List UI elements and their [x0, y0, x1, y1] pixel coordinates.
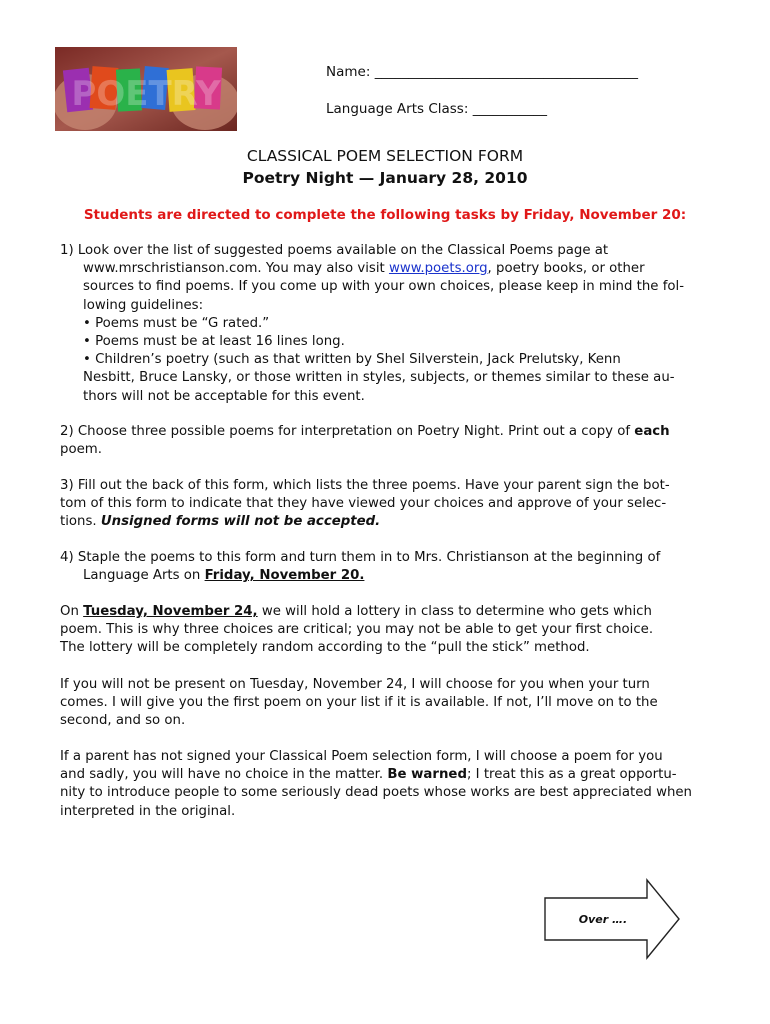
- over-label: Over ….: [578, 913, 628, 926]
- deadline-date: Friday, November 20.: [204, 568, 365, 584]
- form-subtitle: Poetry Night — January 28, 2010: [242, 169, 528, 187]
- form-title: CLASSICAL POEM SELECTION FORM: [246, 147, 524, 165]
- over-arrow-icon: [543, 878, 681, 960]
- class-field[interactable]: [326, 101, 547, 117]
- name-label: Name:: [326, 64, 371, 80]
- absence-paragraph: If you will not be present on Tuesday, November 24, I will choose for you when your turn comes. I will give you the first poem on your list if it is available. If not, I’ll move on to the second, and so on.: [60, 677, 658, 729]
- instruction-4: 4) Staple the poems to this form and turn them in to Mrs. Christianson at the beginning of Language Arts on Friday, November 20.: [60, 550, 661, 584]
- directive-text: Students are directed to complete the following tasks by Friday, November 20:: [83, 207, 687, 223]
- unsigned-paragraph: If a parent has not signed your Classical Poem selection form, I will choose a poem for you and sadly, you will have no choice in the matter. Be warned; I treat this as a great opportu- nity to introduce people to some seriously dead poets whose works are best appreciated when interpreted in the original.: [60, 749, 692, 819]
- lottery-paragraph: On Tuesday, November 24, we will hold a lottery in class to determine who gets which poem. This is why three choices are critical; you may not be able to get your first choice. The lottery will be completely random according to the “pull the stick” method.: [60, 604, 654, 656]
- instruction-2: 2) Choose three possible poems for interpretation on Poetry Night. Print out a copy of each poem.: [60, 424, 670, 458]
- lottery-date: Tuesday, November 24,: [83, 604, 258, 619]
- class-label: Language Arts Class:: [326, 101, 469, 117]
- logo-text: POETRY: [71, 74, 221, 114]
- unsigned-warning: Unsigned forms will not be accepted.: [100, 514, 381, 530]
- instruction-3: 3) Fill out the back of this form, which lists the three poems. Have your parent sign the bot- tom of this form to indicate that they have viewed your choices and approve of your selec- tions. Unsigned forms will not be accepted.: [60, 478, 670, 530]
- name-field[interactable]: [326, 64, 638, 80]
- guideline-item: • Children’s poetry (such as that written by Shel Silverstein, Jack Prelutsky, Kenn: [83, 352, 621, 368]
- poets-org-link[interactable]: www.poets.org: [388, 261, 488, 277]
- guideline-item: • Poems must be “G rated.”: [83, 315, 270, 331]
- poetry-logo-image: [55, 47, 237, 131]
- instruction-1: 1) Look over the list of suggested poems available on the Classical Poems page at www.mrschristianson.com. You may also visit www.poets.org, poetry books, or other sources to find poems. If you come up with your own choices, please keep in mind the fol- lowing guidelines: • Poems must be “G rated.” • Poems must be at least 16 lines long. • Children’s poetry (such as that written by Shel Silverstein, Jack Prelutsky, Kenn Nesbitt, Bruce Lansky, or those written in styles, subjects, or themes similar to these au- thors will not be acceptable for this event.: [60, 242, 710, 406]
- name-blank: _______________________________________: [374, 64, 638, 80]
- guideline-item: • Poems must be at least 16 lines long.: [83, 334, 345, 350]
- class-blank: ___________: [472, 101, 547, 117]
